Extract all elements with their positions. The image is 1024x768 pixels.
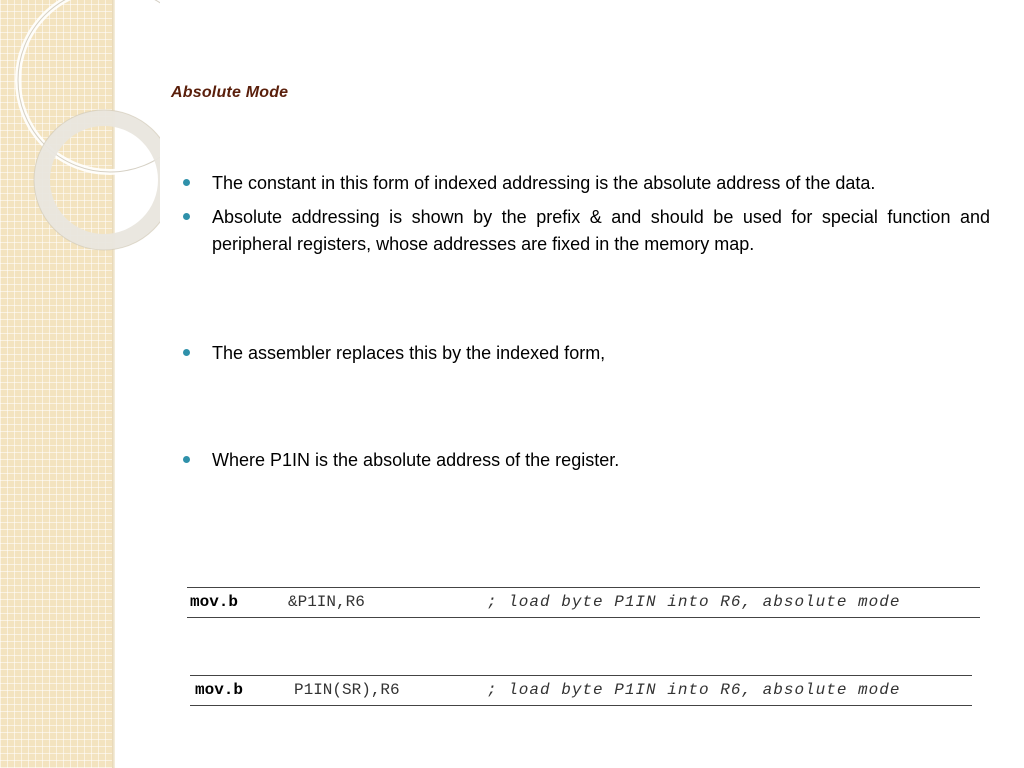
code-example-absolute — [187, 587, 980, 618]
bullet-dot-icon — [183, 179, 190, 186]
code-example-indexed — [190, 675, 972, 706]
bullet-item — [183, 447, 990, 474]
bullet-item — [183, 170, 990, 197]
bullet-item — [183, 340, 990, 367]
bullet-text: The assembler replaces this by the indexed form, — [212, 343, 606, 363]
code-comment: ; load byte P1IN into R6, absolute mode — [487, 681, 901, 699]
bullet-dot-icon — [183, 349, 190, 356]
decorative-circle-large — [18, 0, 160, 172]
code-mnemonic: mov.b — [195, 681, 244, 699]
code-operands: P1IN(SR),R6 — [294, 681, 400, 699]
slide-title: Absolute Mode — [171, 84, 289, 101]
bullet-dot-icon — [183, 456, 190, 463]
bullet-text: The constant in this form of indexed addressing is the absolute address of the data. — [212, 173, 876, 193]
code-mnemonic: mov.b — [190, 593, 239, 611]
bullet-text: Absolute addressing is shown by the prefix & and should be used for special function and peripheral registers, whose addresses are fixed in the memory map. — [212, 207, 990, 254]
bullet-dot-icon — [183, 213, 190, 220]
code-comment: ; load byte P1IN into R6, absolute mode — [487, 593, 901, 611]
bullet-item — [183, 204, 990, 258]
decorative-circles — [0, 0, 160, 260]
code-operands: &P1IN,R6 — [288, 593, 365, 611]
decorative-circle-ring — [42, 118, 160, 242]
bullet-text: Where P1IN is the absolute address of the register. — [212, 450, 620, 470]
